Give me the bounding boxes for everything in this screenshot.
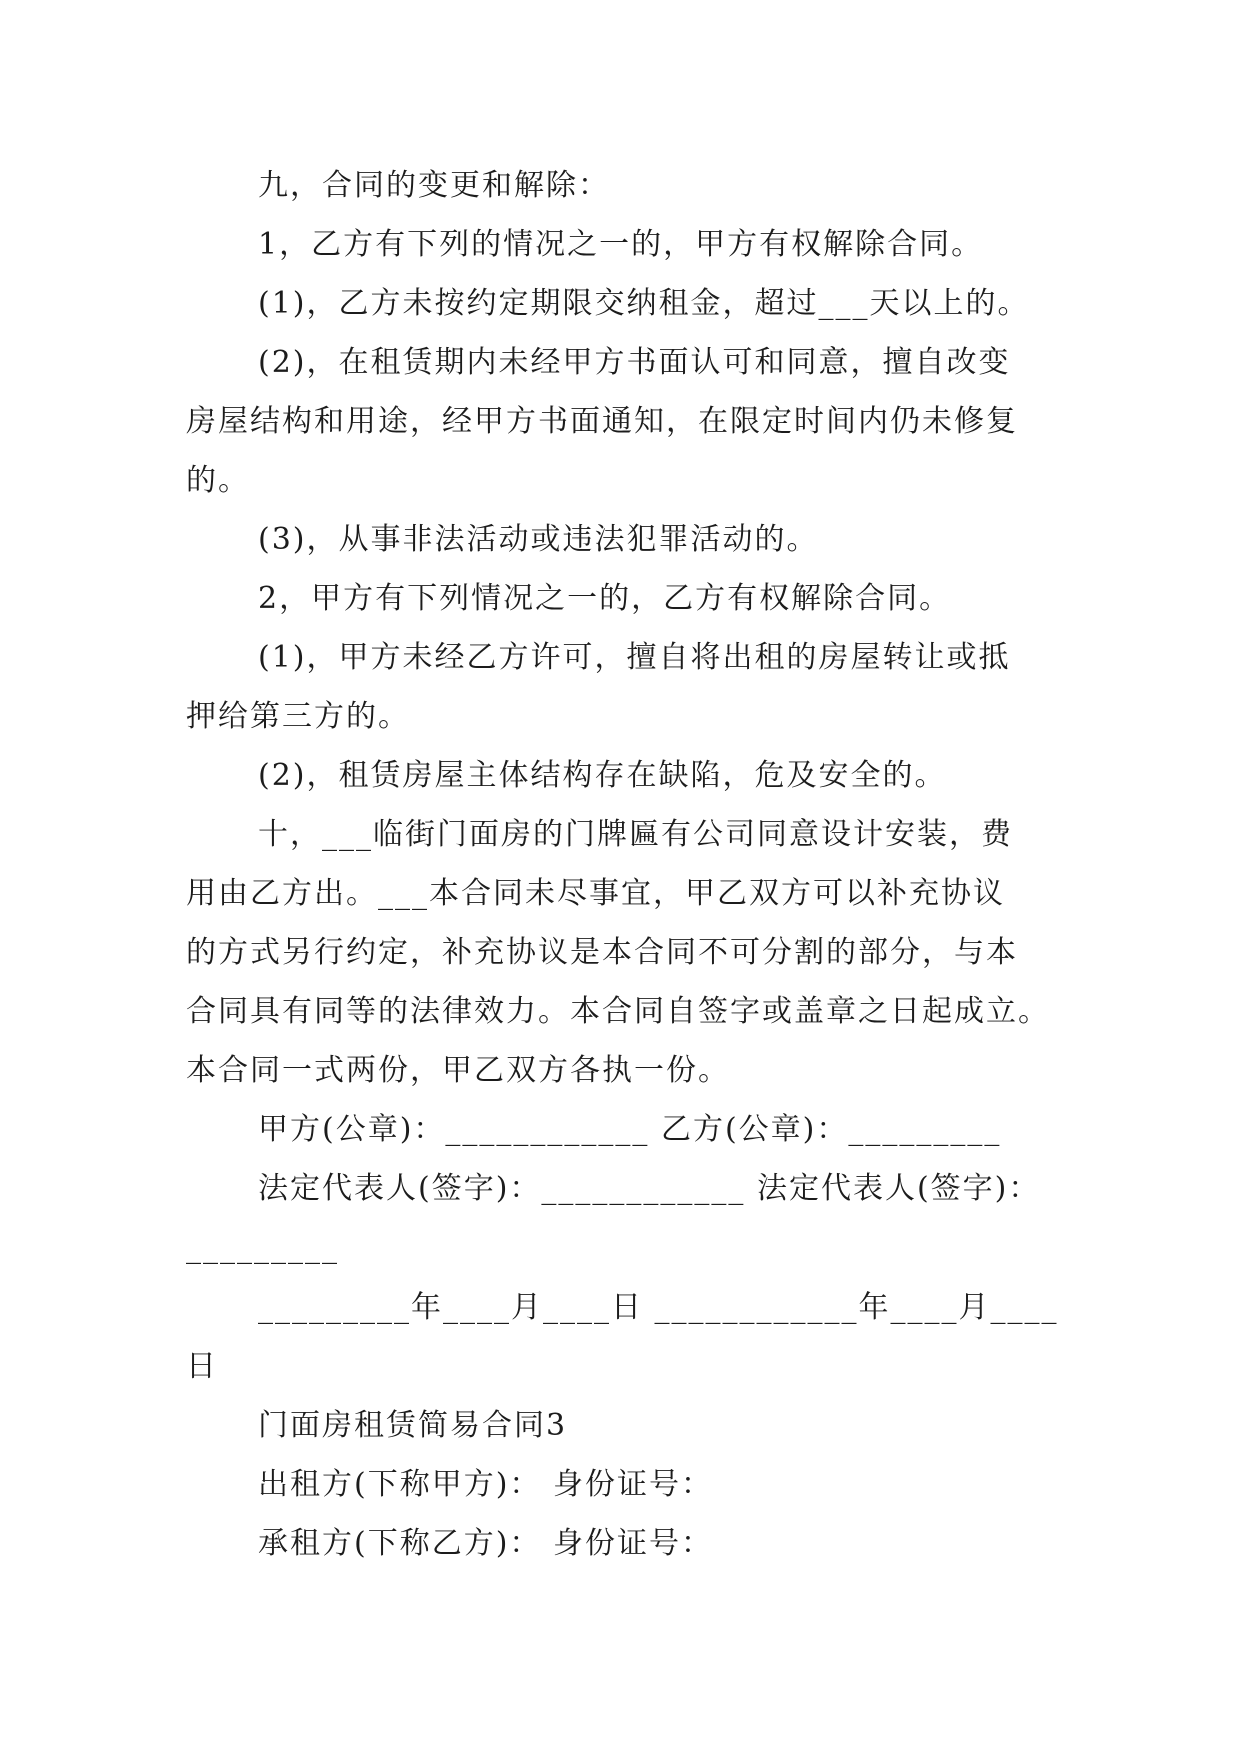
section-nine-heading: 九，合同的变更和解除： — [258, 168, 610, 203]
date-line-end: 日 — [186, 1349, 218, 1384]
clause-1-item-3: (3)，从事非法活动或违法犯罪活动的。 — [258, 522, 819, 557]
clause-1-item-2-end: 的。 — [186, 463, 250, 498]
section-ten-cont-2: 的方式另行约定，补充协议是本合同不可分割的部分，与本 — [186, 935, 1018, 970]
representative-signature-blank: _________ — [186, 1230, 339, 1265]
representative-signature-line: 法定代表人(签字)：____________ 法定代表人(签字)： — [258, 1171, 1041, 1206]
clause-1-intro: 1，乙方有下列的情况之一的，甲方有权解除合同。 — [258, 227, 984, 262]
clause-1-item-2: (2)，在租赁期内未经甲方书面认可和同意，擅自改变 — [258, 345, 1011, 380]
clause-2-intro: 2，甲方有下列情况之一的，乙方有权解除合同。 — [258, 581, 952, 616]
clause-2-item-2: (2)，租赁房屋主体结构存在缺陷，危及安全的。 — [258, 758, 947, 793]
section-ten-cont-3: 合同具有同等的法律效力。本合同自签字或盖章之日起成立。 — [186, 994, 1050, 1029]
section-ten-cont-4: 本合同一式两份，甲乙双方各执一份。 — [186, 1053, 730, 1088]
contract-3-title: 门面房租赁简易合同3 — [258, 1408, 568, 1443]
section-ten-cont-1: 用由乙方出。___本合同未尽事宜，甲乙双方可以补充协议 — [186, 876, 1005, 911]
lessee-line: 承租方(下称乙方)： 身份证号： — [258, 1526, 713, 1561]
party-seal-line: 甲方(公章)：____________ 乙方(公章)：_________ — [258, 1112, 1002, 1147]
clause-2-item-1-cont: 押给第三方的。 — [186, 699, 410, 734]
clause-2-item-1: (1)，甲方未经乙方许可，擅自将出租的房屋转让或抵 — [258, 640, 1011, 675]
clause-1-item-2-cont: 房屋结构和用途，经甲方书面通知，在限定时间内仍未修复 — [186, 404, 1018, 439]
lessor-line: 出租方(下称甲方)： 身份证号： — [258, 1467, 713, 1502]
section-ten: 十，___临街门面房的门牌匾有公司同意设计安装，费 — [258, 817, 1013, 852]
date-line: _________年____月____日 ____________年____月____ — [258, 1290, 1059, 1325]
clause-1-item-1: (1)，乙方未按约定期限交纳租金，超过___天以上的。 — [258, 286, 1030, 321]
